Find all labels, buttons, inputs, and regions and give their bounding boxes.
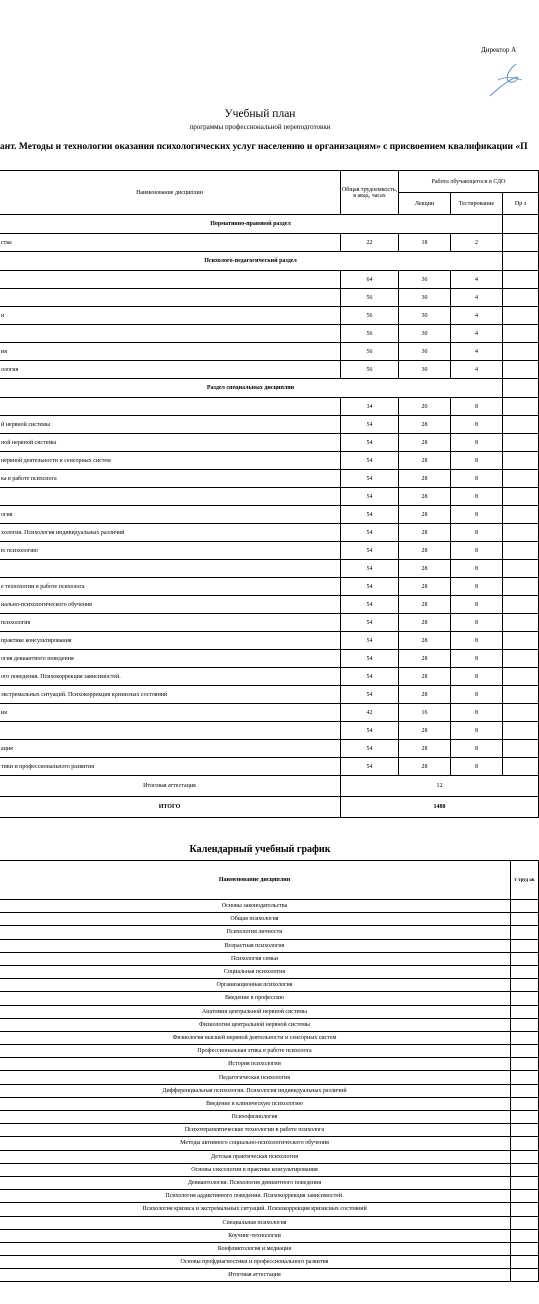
- calendar-discipline-name: Социальная психология: [0, 965, 511, 978]
- calendar-hours-cell: [511, 1018, 539, 1031]
- extra-cell: [503, 343, 539, 361]
- extra-cell: [503, 686, 539, 704]
- discipline-name: ю психологию: [0, 542, 341, 560]
- extra-cell: [503, 704, 539, 722]
- calendar-discipline-name: Основы профдиагностики и профессионального развития: [0, 1256, 511, 1269]
- discipline-name: ства: [0, 234, 341, 252]
- table-row: [0, 434, 539, 452]
- calendar-row: [0, 1045, 539, 1058]
- calendar-discipline-name: История психологии: [0, 1058, 511, 1071]
- hours-cell: 54: [341, 632, 399, 650]
- calendar-discipline-name: Психология аддиктивного поведения. Психокоррекция зависимостей.: [0, 1190, 511, 1203]
- table-row: [0, 470, 539, 488]
- hours-cell: 56: [341, 307, 399, 325]
- discipline-name: ной нервной системы: [0, 434, 341, 452]
- lectures-cell: 18: [399, 234, 451, 252]
- calendar-row: [0, 1163, 539, 1176]
- table-row: [0, 452, 539, 470]
- calendar-row: [0, 913, 539, 926]
- calendar-discipline-name: Физиология центральной нервной системы: [0, 1018, 511, 1031]
- table-row: [0, 234, 539, 252]
- table-row: [0, 343, 539, 361]
- calendar-hours-cell: [511, 1058, 539, 1071]
- section-title: Психолого-педагогический раздел: [0, 252, 503, 271]
- calendar-title: Календарный учебный график: [189, 844, 331, 855]
- table-row: [0, 398, 539, 416]
- hours-cell: 54: [341, 416, 399, 434]
- lectures-cell: 36: [399, 271, 451, 289]
- calendar-hours-cell: [511, 913, 539, 926]
- calendar-discipline-name: Девиантология. Психология девиантного поведения: [0, 1176, 511, 1189]
- calendar-discipline-name: Физиология высшей нервной деятельности и сенсорных систем: [0, 1031, 511, 1044]
- calendar-discipline-name: Коучинг-технологии: [0, 1229, 511, 1242]
- extra-cell: [503, 740, 539, 758]
- calendar-hours-cell: [511, 1229, 539, 1242]
- hours-cell: 54: [341, 758, 399, 776]
- testing-cell: 8: [451, 596, 503, 614]
- testing-cell: 4: [451, 361, 503, 379]
- calendar-discipline-name: Организационная психология: [0, 979, 511, 992]
- calendar-row: [0, 900, 539, 913]
- testing-cell: 4: [451, 307, 503, 325]
- testing-cell: 8: [451, 416, 503, 434]
- hours-cell: 54: [341, 668, 399, 686]
- section-title: Раздел специальных дисциплин: [0, 379, 503, 398]
- table-row: [0, 632, 539, 650]
- calendar-row: [0, 1005, 539, 1018]
- hours-cell: 54: [341, 434, 399, 452]
- extra-cell: [503, 560, 539, 578]
- discipline-name: [0, 325, 341, 343]
- discipline-name: огия: [0, 506, 341, 524]
- extra-cell: [503, 758, 539, 776]
- extra-cell: [503, 234, 539, 252]
- lectures-cell: 30: [399, 325, 451, 343]
- discipline-name: е технологии в работе психолога: [0, 578, 341, 596]
- calendar-discipline-name: Возрастная психология: [0, 939, 511, 952]
- calendar-discipline-name: Психология личности: [0, 926, 511, 939]
- calendar-hours-cell: [511, 1163, 539, 1176]
- discipline-name: й нервной системы: [0, 416, 341, 434]
- table-row: [0, 289, 539, 307]
- calendar-hours-cell: [511, 1203, 539, 1216]
- extra-cell: [503, 488, 539, 506]
- calendar-hours-cell: [511, 965, 539, 978]
- table-row: [0, 650, 539, 668]
- discipline-name: хология. Психология индивидуальных различий: [0, 524, 341, 542]
- discipline-name: ология: [0, 361, 341, 379]
- calendar-row: [0, 1269, 539, 1282]
- lectures-cell: 28: [399, 686, 451, 704]
- testing-cell: 8: [451, 668, 503, 686]
- discipline-name: [0, 398, 341, 416]
- hours-cell: 22: [341, 234, 399, 252]
- calendar-row: [0, 979, 539, 992]
- discipline-name: тики и профессионального развития: [0, 758, 341, 776]
- hours-cell: 54: [341, 524, 399, 542]
- table-row: [0, 614, 539, 632]
- lectures-cell: 30: [399, 343, 451, 361]
- calendar-discipline-name: Основы законодательства: [0, 900, 511, 913]
- discipline-name: огия девиантного поведения: [0, 650, 341, 668]
- director-label: Директор А: [481, 46, 517, 54]
- extra-cell: [503, 271, 539, 289]
- testing-cell: 8: [451, 434, 503, 452]
- lectures-cell: 28: [399, 722, 451, 740]
- hours-cell: 54: [341, 614, 399, 632]
- hours-cell: 54: [341, 722, 399, 740]
- table-row: [0, 740, 539, 758]
- hours-cell: 54: [341, 740, 399, 758]
- calendar-row: [0, 965, 539, 978]
- discipline-name: [0, 488, 341, 506]
- testing-cell: 8: [451, 452, 503, 470]
- lectures-cell: 20: [399, 398, 451, 416]
- calendar-hours-cell: [511, 1190, 539, 1203]
- lectures-cell: 28: [399, 758, 451, 776]
- testing-cell: 4: [451, 289, 503, 307]
- calendar-table: [0, 860, 539, 1282]
- calendar-row: [0, 1229, 539, 1242]
- calendar-hours-cell: [511, 1005, 539, 1018]
- calendar-hours-cell: [511, 1045, 539, 1058]
- lectures-cell: 30: [399, 307, 451, 325]
- calendar-hours-cell: [511, 992, 539, 1005]
- hours-cell: 56: [341, 325, 399, 343]
- extra-cell: [503, 524, 539, 542]
- testing-cell: 4: [451, 271, 503, 289]
- calendar-hours-cell: [511, 900, 539, 913]
- table-row: [0, 722, 539, 740]
- hours-cell: 64: [341, 271, 399, 289]
- extra-cell: [503, 307, 539, 325]
- calendar-row: [0, 952, 539, 965]
- calendar-discipline-name: Основы сексологии в практике консультирования: [0, 1163, 511, 1176]
- lectures-cell: 28: [399, 416, 451, 434]
- table-row: [0, 488, 539, 506]
- calendar-row: [0, 1031, 539, 1044]
- discipline-name: ация: [0, 740, 341, 758]
- testing-cell: 8: [451, 542, 503, 560]
- document-subtitle: программы профессиональной переподготовки: [189, 123, 331, 131]
- testing-cell: 8: [451, 740, 503, 758]
- table-row: [0, 416, 539, 434]
- lectures-cell: 28: [399, 650, 451, 668]
- hours-cell: 54: [341, 470, 399, 488]
- hours-cell: 54: [341, 650, 399, 668]
- calendar-discipline-name: Введение в клиническую психологию: [0, 1097, 511, 1110]
- hours-cell: 54: [341, 596, 399, 614]
- table-row: [0, 325, 539, 343]
- discipline-name: экстремальных ситуаций. Психокоррекция кризисных состояний: [0, 686, 341, 704]
- calendar-hours-cell: [511, 1124, 539, 1137]
- document-title: Учебный план: [224, 108, 296, 120]
- lectures-cell: 28: [399, 596, 451, 614]
- program-title: ант. Методы и технологии оказания психологических услуг населению и организациям» с присвоением квалификации «П: [0, 142, 528, 152]
- col-testing-header: Тестирование: [451, 193, 503, 215]
- extra-cell: [503, 398, 539, 416]
- calendar-row: [0, 992, 539, 1005]
- hours-cell: 54: [341, 452, 399, 470]
- calendar-hours-cell: [511, 1031, 539, 1044]
- col-lectures-header: Лекции: [399, 193, 451, 215]
- testing-cell: 8: [451, 506, 503, 524]
- discipline-name: [0, 271, 341, 289]
- extra-cell: [503, 596, 539, 614]
- lectures-cell: 28: [399, 488, 451, 506]
- lectures-cell: 28: [399, 524, 451, 542]
- calendar-row: [0, 1058, 539, 1071]
- calendar-hours-cell: [511, 979, 539, 992]
- hours-cell: 54: [341, 488, 399, 506]
- lectures-cell: 28: [399, 542, 451, 560]
- testing-cell: 4: [451, 343, 503, 361]
- calendar-row: [0, 1084, 539, 1097]
- extra-cell: [503, 434, 539, 452]
- lectures-cell: 28: [399, 740, 451, 758]
- calendar-hours-cell: [511, 939, 539, 952]
- table-row: [0, 361, 539, 379]
- calendar-row: [0, 1018, 539, 1031]
- lectures-cell: 28: [399, 560, 451, 578]
- discipline-name: практике консультирования: [0, 632, 341, 650]
- testing-cell: 8: [451, 686, 503, 704]
- lectures-cell: 30: [399, 289, 451, 307]
- testing-cell: 8: [451, 398, 503, 416]
- table-row: [0, 686, 539, 704]
- extra-cell: [503, 578, 539, 596]
- calendar-discipline-name: Анатомия центральной нервной системы: [0, 1005, 511, 1018]
- table-row: [0, 578, 539, 596]
- testing-cell: 8: [451, 578, 503, 596]
- calendar-discipline-name: Специальная психология: [0, 1216, 511, 1229]
- discipline-name: психология: [0, 614, 341, 632]
- testing-cell: 8: [451, 560, 503, 578]
- calendar-discipline-name: Конфликтология и медиация: [0, 1242, 511, 1255]
- hours-cell: 54: [341, 560, 399, 578]
- table-row: [0, 542, 539, 560]
- extra-cell: [503, 470, 539, 488]
- discipline-name: ия: [0, 704, 341, 722]
- calendar-row: [0, 1216, 539, 1229]
- discipline-name: ка в работе психолога: [0, 470, 341, 488]
- extra-cell: [503, 668, 539, 686]
- extra-cell: [503, 289, 539, 307]
- extra-cell: [503, 614, 539, 632]
- discipline-name: и: [0, 307, 341, 325]
- lectures-cell: 28: [399, 452, 451, 470]
- total-label: ИТОГО: [0, 797, 341, 818]
- calendar-hours-cell: [511, 1242, 539, 1255]
- calendar-row: [0, 1256, 539, 1269]
- final-attestation-label: Итоговая аттестация: [0, 776, 341, 797]
- table-row: [0, 307, 539, 325]
- signature-image: [486, 56, 526, 100]
- calendar-row: [0, 1111, 539, 1124]
- testing-cell: 8: [451, 470, 503, 488]
- calendar-hours-cell: [511, 1176, 539, 1189]
- col-name-header: Наименование дисциплин: [0, 171, 341, 215]
- discipline-name: [0, 289, 341, 307]
- lectures-cell: 28: [399, 614, 451, 632]
- calendar-hours-cell: [511, 926, 539, 939]
- calendar-discipline-name: Дифференциальная психология. Психология индивидуальных различий: [0, 1084, 511, 1097]
- calendar-col-hours-header: т труд ак: [511, 861, 539, 900]
- testing-cell: 8: [451, 704, 503, 722]
- discipline-name: ого поведения. Психокоррекция зависимостей.: [0, 668, 341, 686]
- testing-cell: 8: [451, 614, 503, 632]
- discipline-name: ия: [0, 343, 341, 361]
- calendar-discipline-name: Психология семьи: [0, 952, 511, 965]
- hours-cell: 34: [341, 398, 399, 416]
- testing-cell: 2: [451, 234, 503, 252]
- table-row: [0, 271, 539, 289]
- calendar-row: [0, 1137, 539, 1150]
- calendar-discipline-name: Психотерапевтические технологии в работе психолога: [0, 1124, 511, 1137]
- table-row: [0, 524, 539, 542]
- lectures-cell: 28: [399, 578, 451, 596]
- calendar-discipline-name: Общая психология: [0, 913, 511, 926]
- lectures-cell: 28: [399, 470, 451, 488]
- calendar-discipline-name: Введение в профессию: [0, 992, 511, 1005]
- hours-cell: 56: [341, 289, 399, 307]
- testing-cell: 8: [451, 650, 503, 668]
- table-row: [0, 560, 539, 578]
- study-plan-table: [0, 170, 539, 818]
- extra-cell: [503, 506, 539, 524]
- calendar-row: [0, 939, 539, 952]
- calendar-discipline-name: Итоговая аттестация: [0, 1269, 511, 1282]
- calendar-discipline-name: Психофизиология: [0, 1111, 511, 1124]
- col-extra-header: Пр з: [503, 193, 539, 215]
- hours-cell: 54: [341, 578, 399, 596]
- calendar-row: [0, 926, 539, 939]
- calendar-hours-cell: [511, 1071, 539, 1084]
- calendar-row: [0, 1176, 539, 1189]
- extra-cell: [503, 325, 539, 343]
- extra-cell: [503, 722, 539, 740]
- extra-cell: [503, 650, 539, 668]
- calendar-hours-cell: [511, 1137, 539, 1150]
- extra-cell: [503, 416, 539, 434]
- hours-cell: 56: [341, 361, 399, 379]
- calendar-row: [0, 1150, 539, 1163]
- testing-cell: 8: [451, 722, 503, 740]
- lectures-cell: 28: [399, 668, 451, 686]
- discipline-name: иально-психологического обучения: [0, 596, 341, 614]
- table-row: [0, 758, 539, 776]
- hours-cell: 54: [341, 686, 399, 704]
- hours-cell: 42: [341, 704, 399, 722]
- calendar-discipline-name: Детская практическая психология: [0, 1150, 511, 1163]
- testing-cell: 8: [451, 632, 503, 650]
- calendar-col-name-header: Наименование дисциплин: [0, 861, 511, 900]
- hours-cell: 54: [341, 542, 399, 560]
- lectures-cell: 28: [399, 434, 451, 452]
- col-hours-header: Общая трудоемкость, в акад. часах: [341, 171, 399, 215]
- calendar-row: [0, 1124, 539, 1137]
- testing-cell: 8: [451, 488, 503, 506]
- calendar-row: [0, 1097, 539, 1110]
- table-row: [0, 506, 539, 524]
- calendar-discipline-name: Педагогическая психология: [0, 1071, 511, 1084]
- total-value: 1480: [341, 797, 539, 818]
- calendar-row: [0, 1203, 539, 1216]
- extra-cell: [503, 632, 539, 650]
- calendar-discipline-name: Психология кризиса и экстремальных ситуаций. Психокоррекция кризисных состояний: [0, 1203, 511, 1216]
- lectures-cell: 28: [399, 506, 451, 524]
- extra-cell: [503, 452, 539, 470]
- discipline-name: [0, 560, 341, 578]
- testing-cell: 8: [451, 758, 503, 776]
- calendar-hours-cell: [511, 1256, 539, 1269]
- hours-cell: 56: [341, 343, 399, 361]
- calendar-hours-cell: [511, 1084, 539, 1097]
- testing-cell: 4: [451, 325, 503, 343]
- table-row: [0, 668, 539, 686]
- lectures-cell: 16: [399, 704, 451, 722]
- lectures-cell: 28: [399, 632, 451, 650]
- calendar-hours-cell: [511, 952, 539, 965]
- section-title: Нормативно-правовой раздел: [0, 215, 503, 234]
- lectures-cell: 30: [399, 361, 451, 379]
- calendar-hours-cell: [511, 1150, 539, 1163]
- calendar-hours-cell: [511, 1111, 539, 1124]
- discipline-name: [0, 722, 341, 740]
- calendar-row: [0, 1071, 539, 1084]
- testing-cell: 8: [451, 524, 503, 542]
- calendar-hours-cell: [511, 1269, 539, 1282]
- calendar-discipline-name: Профессиональная этика в работе психолога: [0, 1045, 511, 1058]
- calendar-discipline-name: Методы активного социально-психологического обучения: [0, 1137, 511, 1150]
- table-row: [0, 704, 539, 722]
- calendar-hours-cell: [511, 1216, 539, 1229]
- extra-cell: [503, 361, 539, 379]
- col-work-header: Работа обучающегося в СДО: [399, 171, 539, 193]
- table-row: [0, 596, 539, 614]
- hours-cell: 54: [341, 506, 399, 524]
- extra-cell: [503, 542, 539, 560]
- calendar-hours-cell: [511, 1097, 539, 1110]
- calendar-row: [0, 1242, 539, 1255]
- final-attestation-value: 12: [341, 776, 539, 797]
- discipline-name: нервной деятельности и сенсорных систем: [0, 452, 341, 470]
- calendar-row: [0, 1190, 539, 1203]
